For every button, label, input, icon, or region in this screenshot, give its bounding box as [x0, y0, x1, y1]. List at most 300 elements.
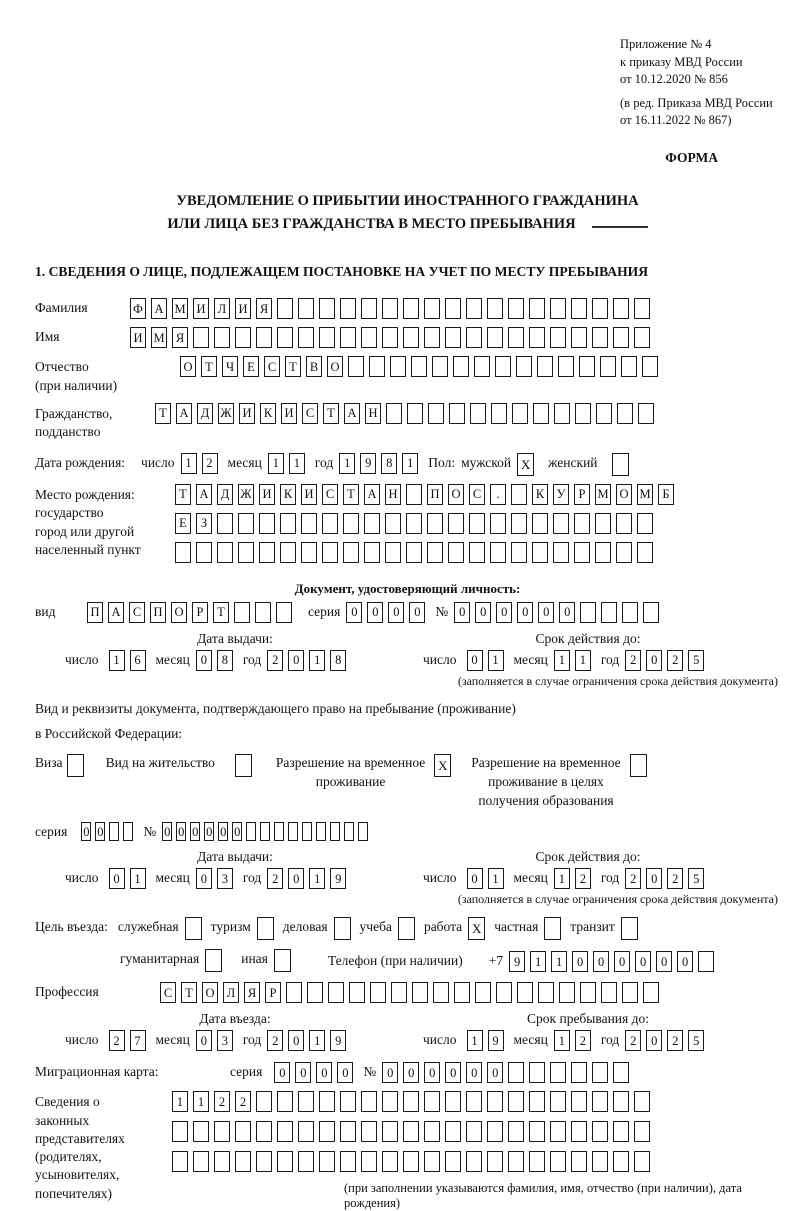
- char-cell[interactable]: [469, 542, 485, 563]
- char-cell[interactable]: [511, 484, 527, 505]
- char-cell[interactable]: [517, 982, 533, 1003]
- char-cell[interactable]: 7: [130, 1030, 146, 1051]
- char-cell[interactable]: М: [595, 484, 611, 505]
- char-cell[interactable]: [385, 513, 401, 534]
- char-cell[interactable]: Д: [197, 403, 213, 424]
- char-cell[interactable]: [466, 298, 482, 319]
- char-cell[interactable]: [398, 917, 415, 940]
- char-cell[interactable]: Р: [265, 982, 281, 1003]
- char-cell[interactable]: [474, 356, 490, 377]
- char-cell[interactable]: 0: [232, 822, 242, 841]
- char-cell[interactable]: 9: [330, 1030, 346, 1051]
- char-cell[interactable]: [361, 1151, 377, 1172]
- char-cell[interactable]: 1: [339, 453, 355, 474]
- char-cell[interactable]: [537, 356, 553, 377]
- char-cell[interactable]: Е: [175, 513, 191, 534]
- char-cell[interactable]: [274, 822, 284, 841]
- char-cell[interactable]: [234, 602, 250, 623]
- char-cell[interactable]: [574, 513, 590, 534]
- char-cell[interactable]: [277, 1091, 293, 1112]
- birth-day-input[interactable]: [181, 453, 218, 474]
- char-cell[interactable]: [512, 403, 528, 424]
- char-cell[interactable]: Т: [343, 484, 359, 505]
- entry-year-input[interactable]: [267, 1030, 346, 1051]
- char-cell[interactable]: О: [448, 484, 464, 505]
- char-cell[interactable]: 5: [688, 650, 704, 671]
- char-cell[interactable]: [403, 1091, 419, 1112]
- char-cell[interactable]: 0: [288, 868, 304, 889]
- char-cell[interactable]: И: [130, 327, 146, 348]
- char-cell[interactable]: [214, 1121, 230, 1142]
- residence-number-input[interactable]: [162, 822, 368, 841]
- char-cell[interactable]: [508, 1121, 524, 1142]
- doc-issue-year-input[interactable]: [267, 650, 346, 671]
- char-cell[interactable]: С: [129, 602, 145, 623]
- char-cell[interactable]: 0: [646, 650, 662, 671]
- char-cell[interactable]: [491, 403, 507, 424]
- purpose-humanitarian-checkbox[interactable]: [205, 949, 222, 972]
- sex-female-checkbox[interactable]: [612, 453, 629, 476]
- char-cell[interactable]: 1: [309, 868, 325, 889]
- char-cell[interactable]: [532, 513, 548, 534]
- char-cell[interactable]: [255, 602, 271, 623]
- char-cell[interactable]: 2: [235, 1091, 251, 1112]
- char-cell[interactable]: [466, 1121, 482, 1142]
- char-cell[interactable]: [529, 327, 545, 348]
- char-cell[interactable]: [449, 403, 465, 424]
- char-cell[interactable]: 5: [688, 1030, 704, 1051]
- char-cell[interactable]: С: [469, 484, 485, 505]
- char-cell[interactable]: [185, 917, 202, 940]
- char-cell[interactable]: [301, 513, 317, 534]
- char-cell[interactable]: [235, 327, 251, 348]
- char-cell[interactable]: 2: [267, 650, 283, 671]
- purpose-official-checkbox[interactable]: [185, 917, 202, 940]
- char-cell[interactable]: [487, 1121, 503, 1142]
- char-cell[interactable]: [424, 327, 440, 348]
- char-cell[interactable]: 0: [196, 868, 212, 889]
- char-cell[interactable]: [496, 982, 512, 1003]
- char-cell[interactable]: [634, 1151, 650, 1172]
- char-cell[interactable]: [634, 1091, 650, 1112]
- birth-place-input-row3[interactable]: [175, 542, 674, 563]
- purpose-tourism-checkbox[interactable]: [257, 917, 274, 940]
- char-cell[interactable]: А: [364, 484, 380, 505]
- char-cell[interactable]: [634, 327, 650, 348]
- char-cell[interactable]: 5: [688, 868, 704, 889]
- char-cell[interactable]: 0: [538, 602, 554, 623]
- char-cell[interactable]: [613, 298, 629, 319]
- char-cell[interactable]: [529, 1091, 545, 1112]
- residence-valid-year-input[interactable]: [625, 868, 704, 889]
- char-cell[interactable]: Л: [223, 982, 239, 1003]
- migration-series-input[interactable]: [274, 1062, 353, 1083]
- char-cell[interactable]: [622, 602, 638, 623]
- char-cell[interactable]: [256, 327, 272, 348]
- char-cell[interactable]: М: [637, 484, 653, 505]
- char-cell[interactable]: [276, 602, 292, 623]
- purpose-other-checkbox[interactable]: [274, 949, 291, 972]
- char-cell[interactable]: [511, 542, 527, 563]
- residence-valid-month-input[interactable]: [554, 868, 591, 889]
- char-cell[interactable]: [571, 1091, 587, 1112]
- char-cell[interactable]: П: [87, 602, 103, 623]
- char-cell[interactable]: С: [160, 982, 176, 1003]
- char-cell[interactable]: [427, 513, 443, 534]
- char-cell[interactable]: [571, 298, 587, 319]
- doc-valid-month-input[interactable]: [554, 650, 591, 671]
- char-cell[interactable]: Р: [574, 484, 590, 505]
- char-cell[interactable]: [575, 403, 591, 424]
- char-cell[interactable]: 0: [454, 602, 470, 623]
- char-cell[interactable]: [643, 602, 659, 623]
- char-cell[interactable]: Р: [192, 602, 208, 623]
- char-cell[interactable]: [340, 1121, 356, 1142]
- char-cell[interactable]: Т: [175, 484, 191, 505]
- char-cell[interactable]: 9: [330, 868, 346, 889]
- char-cell[interactable]: [196, 542, 212, 563]
- char-cell[interactable]: [175, 542, 191, 563]
- char-cell[interactable]: Е: [243, 356, 259, 377]
- char-cell[interactable]: [403, 298, 419, 319]
- char-cell[interactable]: [349, 982, 365, 1003]
- char-cell[interactable]: [529, 1062, 545, 1083]
- char-cell[interactable]: [193, 327, 209, 348]
- char-cell[interactable]: [490, 542, 506, 563]
- char-cell[interactable]: [634, 1121, 650, 1142]
- char-cell[interactable]: 0: [337, 1062, 353, 1083]
- char-cell[interactable]: [340, 1091, 356, 1112]
- char-cell[interactable]: [508, 1062, 524, 1083]
- char-cell[interactable]: [508, 327, 524, 348]
- char-cell[interactable]: [445, 327, 461, 348]
- char-cell[interactable]: [274, 949, 291, 972]
- char-cell[interactable]: 0: [196, 650, 212, 671]
- char-cell[interactable]: [559, 982, 575, 1003]
- char-cell[interactable]: [298, 1151, 314, 1172]
- char-cell[interactable]: Н: [385, 484, 401, 505]
- char-cell[interactable]: 2: [667, 650, 683, 671]
- char-cell[interactable]: [256, 1121, 272, 1142]
- char-cell[interactable]: [571, 1151, 587, 1172]
- char-cell[interactable]: [550, 1121, 566, 1142]
- char-cell[interactable]: 0: [424, 1062, 440, 1083]
- purpose-business-checkbox[interactable]: [334, 917, 351, 940]
- char-cell[interactable]: [214, 1151, 230, 1172]
- char-cell[interactable]: X: [517, 453, 534, 476]
- char-cell[interactable]: [382, 1121, 398, 1142]
- char-cell[interactable]: [433, 982, 449, 1003]
- char-cell[interactable]: [259, 513, 275, 534]
- phone-input[interactable]: [509, 951, 714, 972]
- char-cell[interactable]: [592, 1062, 608, 1083]
- char-cell[interactable]: Д: [217, 484, 233, 505]
- char-cell[interactable]: П: [427, 484, 443, 505]
- char-cell[interactable]: [550, 298, 566, 319]
- char-cell[interactable]: [642, 356, 658, 377]
- residence-valid-day-input[interactable]: [467, 868, 504, 889]
- char-cell[interactable]: [302, 822, 312, 841]
- char-cell[interactable]: [469, 513, 485, 534]
- char-cell[interactable]: [340, 298, 356, 319]
- char-cell[interactable]: [403, 1121, 419, 1142]
- char-cell[interactable]: 2: [667, 868, 683, 889]
- char-cell[interactable]: [621, 917, 638, 940]
- char-cell[interactable]: [391, 982, 407, 1003]
- char-cell[interactable]: А: [108, 602, 124, 623]
- char-cell[interactable]: [343, 513, 359, 534]
- char-cell[interactable]: [533, 403, 549, 424]
- edu-permit-checkbox[interactable]: [630, 754, 647, 777]
- char-cell[interactable]: [277, 327, 293, 348]
- char-cell[interactable]: [361, 1121, 377, 1142]
- char-cell[interactable]: Ф: [130, 298, 146, 319]
- char-cell[interactable]: [259, 542, 275, 563]
- char-cell[interactable]: [445, 1091, 461, 1112]
- char-cell[interactable]: О: [616, 484, 632, 505]
- residence-issue-day-input[interactable]: [109, 868, 146, 889]
- char-cell[interactable]: К: [280, 484, 296, 505]
- char-cell[interactable]: [630, 754, 647, 777]
- char-cell[interactable]: 0: [445, 1062, 461, 1083]
- char-cell[interactable]: [67, 754, 84, 777]
- char-cell[interactable]: [256, 1151, 272, 1172]
- char-cell[interactable]: [616, 513, 632, 534]
- char-cell[interactable]: Я: [172, 327, 188, 348]
- char-cell[interactable]: [490, 513, 506, 534]
- firstname-input[interactable]: [130, 327, 650, 348]
- char-cell[interactable]: [550, 327, 566, 348]
- entry-day-input[interactable]: [109, 1030, 146, 1051]
- char-cell[interactable]: 0: [288, 650, 304, 671]
- char-cell[interactable]: [369, 356, 385, 377]
- char-cell[interactable]: [613, 327, 629, 348]
- doc-valid-year-input[interactable]: [625, 650, 704, 671]
- char-cell[interactable]: [260, 822, 270, 841]
- char-cell[interactable]: И: [301, 484, 317, 505]
- char-cell[interactable]: Б: [658, 484, 674, 505]
- char-cell[interactable]: 9: [509, 951, 525, 972]
- char-cell[interactable]: [634, 298, 650, 319]
- char-cell[interactable]: 2: [625, 868, 641, 889]
- char-cell[interactable]: [322, 513, 338, 534]
- char-cell[interactable]: 0: [346, 602, 362, 623]
- char-cell[interactable]: [427, 542, 443, 563]
- char-cell[interactable]: 0: [274, 1062, 290, 1083]
- char-cell[interactable]: 0: [382, 1062, 398, 1083]
- char-cell[interactable]: 8: [330, 650, 346, 671]
- char-cell[interactable]: [508, 1091, 524, 1112]
- char-cell[interactable]: [601, 602, 617, 623]
- char-cell[interactable]: [298, 1121, 314, 1142]
- char-cell[interactable]: [298, 298, 314, 319]
- char-cell[interactable]: 0: [593, 951, 609, 972]
- char-cell[interactable]: 0: [409, 602, 425, 623]
- char-cell[interactable]: [432, 356, 448, 377]
- char-cell[interactable]: X: [468, 917, 485, 940]
- char-cell[interactable]: 2: [625, 1030, 641, 1051]
- char-cell[interactable]: [571, 327, 587, 348]
- char-cell[interactable]: 1: [554, 1030, 570, 1051]
- char-cell[interactable]: О: [180, 356, 196, 377]
- char-cell[interactable]: [475, 982, 491, 1003]
- char-cell[interactable]: Т: [181, 982, 197, 1003]
- char-cell[interactable]: [322, 542, 338, 563]
- char-cell[interactable]: [453, 356, 469, 377]
- char-cell[interactable]: [193, 1151, 209, 1172]
- char-cell[interactable]: 0: [635, 951, 651, 972]
- char-cell[interactable]: Т: [155, 403, 171, 424]
- char-cell[interactable]: 2: [575, 1030, 591, 1051]
- doc-issue-month-input[interactable]: [196, 650, 233, 671]
- char-cell[interactable]: [592, 1121, 608, 1142]
- char-cell[interactable]: [403, 327, 419, 348]
- char-cell[interactable]: [622, 982, 638, 1003]
- char-cell[interactable]: А: [151, 298, 167, 319]
- char-cell[interactable]: 0: [162, 822, 172, 841]
- char-cell[interactable]: [407, 403, 423, 424]
- purpose-transit-checkbox[interactable]: [621, 917, 638, 940]
- doc-valid-day-input[interactable]: [467, 650, 504, 671]
- char-cell[interactable]: 1: [172, 1091, 188, 1112]
- char-cell[interactable]: 0: [656, 951, 672, 972]
- representatives-input-row3[interactable]: [172, 1151, 780, 1172]
- char-cell[interactable]: А: [344, 403, 360, 424]
- char-cell[interactable]: 0: [646, 1030, 662, 1051]
- char-cell[interactable]: 9: [488, 1030, 504, 1051]
- char-cell[interactable]: 0: [176, 822, 186, 841]
- char-cell[interactable]: [257, 917, 274, 940]
- char-cell[interactable]: [508, 298, 524, 319]
- char-cell[interactable]: [406, 484, 422, 505]
- char-cell[interactable]: 2: [625, 650, 641, 671]
- char-cell[interactable]: 0: [466, 1062, 482, 1083]
- char-cell[interactable]: [554, 403, 570, 424]
- residence-issue-month-input[interactable]: [196, 868, 233, 889]
- char-cell[interactable]: [613, 1062, 629, 1083]
- char-cell[interactable]: 3: [217, 868, 233, 889]
- doc-issue-day-input[interactable]: [109, 650, 146, 671]
- char-cell[interactable]: 1: [181, 453, 197, 474]
- profession-input[interactable]: [160, 982, 659, 1003]
- char-cell[interactable]: 2: [202, 453, 218, 474]
- char-cell[interactable]: [364, 542, 380, 563]
- char-cell[interactable]: [595, 542, 611, 563]
- char-cell[interactable]: 1: [309, 1030, 325, 1051]
- char-cell[interactable]: 9: [360, 453, 376, 474]
- char-cell[interactable]: [698, 951, 714, 972]
- char-cell[interactable]: 0: [288, 1030, 304, 1051]
- char-cell[interactable]: 0: [204, 822, 214, 841]
- char-cell[interactable]: [448, 542, 464, 563]
- char-cell[interactable]: О: [171, 602, 187, 623]
- purpose-private-checkbox[interactable]: [544, 917, 561, 940]
- char-cell[interactable]: [109, 822, 119, 841]
- stay-month-input[interactable]: [554, 1030, 591, 1051]
- char-cell[interactable]: [361, 327, 377, 348]
- char-cell[interactable]: [592, 1151, 608, 1172]
- char-cell[interactable]: [385, 542, 401, 563]
- migration-number-input[interactable]: [382, 1062, 629, 1083]
- char-cell[interactable]: [445, 1121, 461, 1142]
- char-cell[interactable]: [340, 327, 356, 348]
- char-cell[interactable]: [613, 1091, 629, 1112]
- char-cell[interactable]: [613, 1121, 629, 1142]
- char-cell[interactable]: С: [264, 356, 280, 377]
- char-cell[interactable]: [238, 513, 254, 534]
- residence-issue-year-input[interactable]: [267, 868, 346, 889]
- char-cell[interactable]: [637, 513, 653, 534]
- char-cell[interactable]: [445, 298, 461, 319]
- char-cell[interactable]: [316, 822, 326, 841]
- char-cell[interactable]: 1: [193, 1091, 209, 1112]
- char-cell[interactable]: 0: [367, 602, 383, 623]
- char-cell[interactable]: [214, 327, 230, 348]
- char-cell[interactable]: [592, 1091, 608, 1112]
- char-cell[interactable]: [319, 327, 335, 348]
- char-cell[interactable]: 2: [575, 868, 591, 889]
- char-cell[interactable]: [487, 327, 503, 348]
- representatives-input-row2[interactable]: [172, 1121, 780, 1142]
- char-cell[interactable]: 1: [268, 453, 284, 474]
- char-cell[interactable]: [592, 298, 608, 319]
- char-cell[interactable]: [319, 1091, 335, 1112]
- char-cell[interactable]: К: [260, 403, 276, 424]
- char-cell[interactable]: 2: [214, 1091, 230, 1112]
- doc-number-input[interactable]: [454, 602, 659, 623]
- char-cell[interactable]: 2: [267, 1030, 283, 1051]
- citizenship-input[interactable]: [155, 403, 654, 424]
- char-cell[interactable]: [580, 602, 596, 623]
- char-cell[interactable]: Ж: [218, 403, 234, 424]
- char-cell[interactable]: [487, 298, 503, 319]
- char-cell[interactable]: 0: [109, 868, 125, 889]
- char-cell[interactable]: [571, 1121, 587, 1142]
- char-cell[interactable]: [343, 542, 359, 563]
- char-cell[interactable]: [580, 982, 596, 1003]
- char-cell[interactable]: У: [553, 484, 569, 505]
- char-cell[interactable]: [280, 513, 296, 534]
- char-cell[interactable]: 1: [554, 868, 570, 889]
- char-cell[interactable]: 0: [95, 822, 105, 841]
- char-cell[interactable]: [558, 356, 574, 377]
- char-cell[interactable]: Н: [365, 403, 381, 424]
- char-cell[interactable]: [344, 822, 354, 841]
- char-cell[interactable]: М: [151, 327, 167, 348]
- char-cell[interactable]: [386, 403, 402, 424]
- char-cell[interactable]: [550, 1062, 566, 1083]
- char-cell[interactable]: [193, 1121, 209, 1142]
- char-cell[interactable]: 1: [530, 951, 546, 972]
- char-cell[interactable]: [466, 1151, 482, 1172]
- char-cell[interactable]: 0: [295, 1062, 311, 1083]
- char-cell[interactable]: 1: [488, 650, 504, 671]
- char-cell[interactable]: [382, 1151, 398, 1172]
- char-cell[interactable]: [553, 542, 569, 563]
- purpose-work-checkbox[interactable]: [468, 917, 485, 940]
- char-cell[interactable]: [172, 1121, 188, 1142]
- char-cell[interactable]: 1: [551, 951, 567, 972]
- char-cell[interactable]: 3: [217, 1030, 233, 1051]
- char-cell[interactable]: Т: [201, 356, 217, 377]
- birth-month-input[interactable]: [268, 453, 305, 474]
- patronymic-input[interactable]: [180, 356, 658, 377]
- char-cell[interactable]: 1: [402, 453, 418, 474]
- char-cell[interactable]: Т: [285, 356, 301, 377]
- char-cell[interactable]: 0: [646, 868, 662, 889]
- doc-series-input[interactable]: [346, 602, 425, 623]
- char-cell[interactable]: [277, 1121, 293, 1142]
